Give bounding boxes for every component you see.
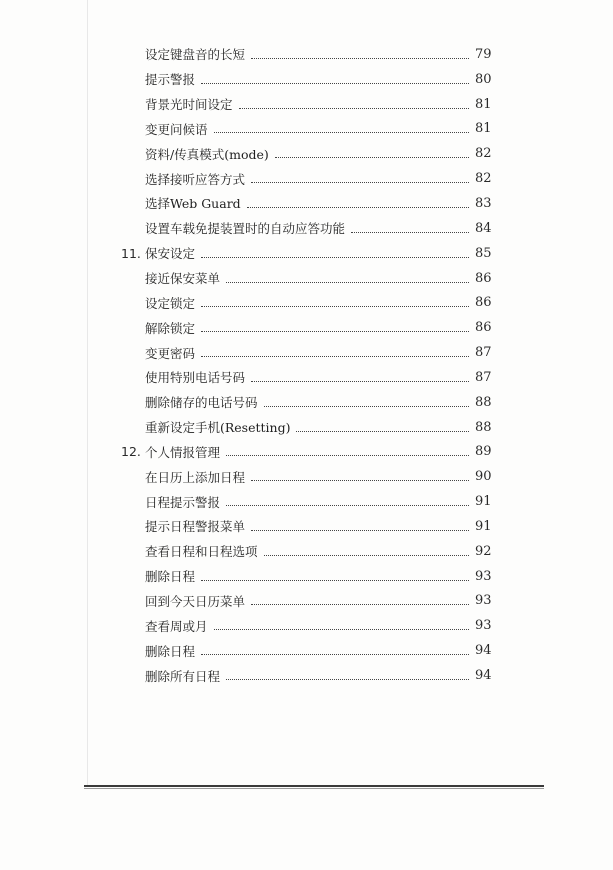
toc-entry-row (0, 613, 613, 638)
toc-entry-title: 重新设定手机(Resetting) (145, 420, 291, 436)
toc-entry-row (0, 564, 613, 589)
toc-entry-row (0, 67, 613, 92)
toc-dot-leader (201, 654, 469, 655)
toc-entry-row (0, 216, 613, 241)
toc-entry-row (0, 166, 613, 191)
toc-page-number: 87 (475, 369, 492, 385)
toc-entry-row (0, 266, 613, 291)
toc-page-number: 81 (475, 96, 492, 112)
toc-entry-title: 回到今天日历菜单 (145, 593, 246, 609)
toc-dot-leader (201, 257, 469, 258)
toc-dot-leader (201, 306, 469, 307)
toc-entry-row (0, 663, 613, 688)
toc-entry-title: 删除日程 (145, 569, 196, 585)
toc-entry-row (0, 365, 613, 390)
toc-dot-leader (201, 331, 469, 332)
toc-page-number: 91 (475, 494, 492, 510)
toc-dot-leader (226, 455, 469, 456)
toc-page-number: 85 (475, 245, 492, 261)
toc-entry-row (0, 589, 613, 614)
toc-entry-title: 查看周或月 (145, 618, 208, 634)
toc-section-number: 11. (121, 245, 141, 261)
toc-dot-leader (214, 132, 469, 133)
toc-entry-title: 日程提示警报 (145, 494, 221, 510)
toc-entry-title: 提示日程警报菜单 (145, 519, 246, 535)
toc-entry-row (0, 464, 613, 489)
toc-page-number: 88 (475, 394, 492, 410)
toc-page-number: 79 (475, 46, 492, 62)
toc-dot-leader (251, 480, 469, 481)
toc-page-number: 83 (475, 195, 492, 211)
toc-entry-row (0, 489, 613, 514)
toc-dot-leader (251, 604, 469, 605)
toc-entry-title: 查看日程和日程选项 (145, 544, 258, 560)
toc-entry-row (0, 514, 613, 539)
toc-page-number: 82 (475, 171, 492, 187)
toc-page-number: 84 (475, 220, 492, 236)
toc-dot-leader (264, 555, 469, 556)
toc-entry-row (0, 315, 613, 340)
toc-page-number: 87 (475, 345, 492, 361)
toc-entry-title: 选择Web Guard (145, 196, 241, 212)
toc-dot-leader (226, 282, 469, 283)
toc-page-number: 93 (475, 618, 492, 634)
toc-entry-title: 设定锁定 (145, 295, 196, 311)
toc-page-number: 90 (475, 469, 492, 485)
toc-page-number: 94 (475, 643, 492, 659)
toc-page-number: 82 (475, 146, 492, 162)
toc-page-number: 86 (475, 295, 492, 311)
toc-entry-title: 删除储存的电话号码 (145, 395, 258, 411)
toc-dot-leader (247, 207, 469, 208)
toc-dot-leader (239, 108, 469, 109)
toc-entry-row (0, 191, 613, 216)
toc-dot-leader (275, 157, 469, 158)
toc-entry-row (0, 390, 613, 415)
toc-page-number: 86 (475, 320, 492, 336)
toc-entry-row (0, 117, 613, 142)
toc-entry-title: 变更问候语 (145, 121, 208, 137)
toc-page-number: 93 (475, 593, 492, 609)
bottom-rule (84, 785, 544, 787)
toc-entry-title: 在日历上添加日程 (145, 469, 246, 485)
toc-entry-title: 使用特别电话号码 (145, 370, 246, 386)
toc-dot-leader (251, 58, 469, 59)
toc-entry-title: 保安设定 (145, 246, 196, 262)
toc-page-number: 81 (475, 121, 492, 137)
toc-entry-title: 删除所有日程 (145, 668, 221, 684)
toc-entry-title: 设置车载免提装置时的自动应答功能 (145, 221, 346, 237)
toc-entry-title: 背景光时间设定 (145, 97, 233, 113)
toc-entry-title: 选择接听应答方式 (145, 171, 246, 187)
toc-dot-leader (226, 679, 469, 680)
toc-entry-row (0, 92, 613, 117)
toc-page-number: 92 (475, 543, 492, 559)
toc-entry-row (0, 340, 613, 365)
toc-entry-title: 接近保安菜单 (145, 271, 221, 287)
toc-dot-leader (201, 580, 469, 581)
toc-page-number: 80 (475, 71, 492, 87)
toc-entry-row (0, 290, 613, 315)
toc-entry-title: 解除锁定 (145, 320, 196, 336)
bottom-rule-shadow (84, 788, 544, 789)
toc-dot-leader (296, 431, 469, 432)
toc-page-number: 89 (475, 444, 492, 460)
toc-entry-title: 个人情报管理 (145, 444, 221, 460)
toc-entry-title: 变更密码 (145, 345, 196, 361)
toc-entry-title: 删除日程 (145, 643, 196, 659)
toc-entry-row (0, 141, 613, 166)
toc-page-number: 94 (475, 668, 492, 684)
toc-section-row (0, 440, 613, 465)
toc-entry-title: 资料/传真模式(mode) (145, 146, 269, 162)
toc-page-number: 93 (475, 568, 492, 584)
toc-dot-leader (226, 505, 469, 506)
toc-dot-leader (251, 530, 469, 531)
toc-dot-leader (251, 381, 469, 382)
toc-dot-leader (264, 406, 469, 407)
toc-dot-leader (251, 182, 469, 183)
toc-entry-row (0, 539, 613, 564)
toc-dot-leader (201, 83, 469, 84)
toc-dot-leader (201, 356, 469, 357)
toc-entry-title: 设定键盘音的长短 (145, 47, 246, 63)
toc-dot-leader (351, 232, 469, 233)
toc-page-number: 86 (475, 270, 492, 286)
toc-section-row (0, 241, 613, 266)
toc-page-number: 88 (475, 419, 492, 435)
toc-entry-row (0, 638, 613, 663)
toc-entry-title: 提示警报 (145, 72, 196, 88)
toc-section-number: 12. (121, 444, 141, 460)
toc-entry-row (0, 415, 613, 440)
toc-page-number: 91 (475, 518, 492, 534)
toc-entry-row (0, 42, 613, 67)
toc-dot-leader (214, 629, 469, 630)
table-of-contents (0, 42, 613, 688)
